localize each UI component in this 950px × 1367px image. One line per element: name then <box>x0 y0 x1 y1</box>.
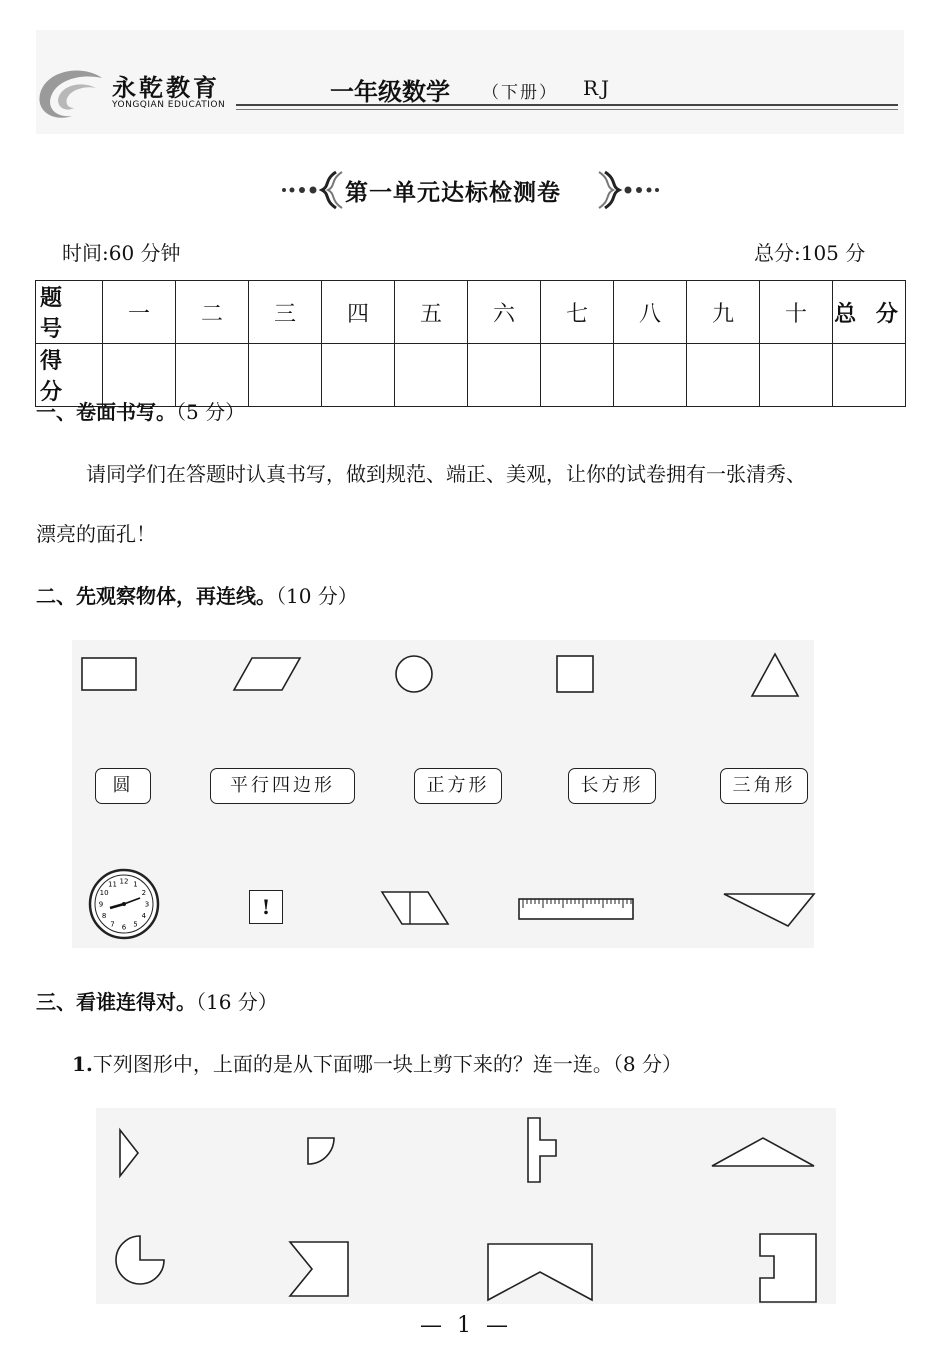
score-cell[interactable] <box>322 344 395 407</box>
score-cell[interactable] <box>541 344 614 407</box>
board-rectangle-with-v-notch-icon[interactable] <box>486 1242 594 1302</box>
score-cell[interactable] <box>687 344 760 407</box>
label-triangle[interactable]: 三角形 <box>720 768 808 804</box>
score-cell[interactable] <box>249 344 322 407</box>
question-1 <box>72 1048 682 1077</box>
tangram-parallelogram-icon[interactable] <box>380 890 450 926</box>
col-8: 八 <box>614 281 687 344</box>
header-rule-thin <box>236 109 898 110</box>
board-rectangle-with-step-notch-icon[interactable] <box>758 1232 818 1304</box>
col-6: 六 <box>468 281 541 344</box>
clock-numeral: 10 <box>99 889 109 897</box>
logo-swirl-icon <box>32 64 112 124</box>
section-2-heading <box>36 580 358 609</box>
label-circle[interactable]: 圆 <box>95 768 151 804</box>
section-2-title: 二、先观察物体，再连线。 <box>36 584 276 608</box>
score-cell[interactable] <box>395 344 468 407</box>
book-title: 一年级数学 <box>330 78 450 106</box>
col-10: 十 <box>760 281 833 344</box>
test-total-score: 总分:105 分 <box>754 241 866 265</box>
question-1-number: 1. <box>72 1052 93 1076</box>
col-7: 七 <box>541 281 614 344</box>
section-3-points: （16 分） <box>196 990 278 1014</box>
col-2: 二 <box>176 281 249 344</box>
row-header-score: 得 分 <box>36 344 103 407</box>
ruler-icon[interactable] <box>518 898 634 920</box>
board-circle-with-notch-icon[interactable] <box>112 1232 168 1288</box>
col-3: 三 <box>249 281 322 344</box>
section-3-title: 三、看谁连得对。 <box>36 990 196 1014</box>
logo-name: 永乾教育 <box>112 73 220 102</box>
question-1-text: 下列图形中，上面的是从下面哪一块上剪下来的？连一连。（8 分） <box>92 1052 682 1076</box>
cut-piece-wide-triangle-icon[interactable] <box>710 1136 816 1168</box>
label-parallelogram[interactable]: 平行四边形 <box>210 768 355 804</box>
col-9: 九 <box>687 281 760 344</box>
header-rule <box>236 104 898 106</box>
rectangle-shape-icon[interactable] <box>80 656 138 692</box>
page-number: — 1 — <box>420 1313 512 1338</box>
clock-numeral: 5 <box>133 920 138 929</box>
score-cell[interactable] <box>468 344 541 407</box>
clock-numeral: 2 <box>141 889 147 897</box>
board-square-with-triangle-notch-icon[interactable] <box>288 1240 350 1298</box>
cut-piece-triangle-icon[interactable] <box>118 1128 140 1178</box>
parallelogram-shape-icon[interactable] <box>232 656 302 692</box>
score-cell[interactable] <box>760 344 833 407</box>
section-1-heading <box>36 396 245 425</box>
test-title: 第一单元达标检测卷 <box>345 180 561 206</box>
cut-piece-stepped-shape-icon[interactable] <box>526 1116 560 1184</box>
section-1-text-line2: 漂亮的面孔！ <box>36 522 156 546</box>
clock-numeral: 4 <box>141 912 147 920</box>
clock-numeral: 7 <box>110 920 115 929</box>
row-header-question: 题 号 <box>36 281 103 344</box>
book-edition: RJ <box>583 76 613 100</box>
score-table <box>35 280 906 407</box>
triangle-shape-icon[interactable] <box>750 652 800 698</box>
set-square-triangle-icon[interactable] <box>722 890 816 928</box>
test-time: 时间:60 分钟 <box>62 241 181 265</box>
col-1: 一 <box>103 281 176 344</box>
book-volume: （下册） <box>482 83 558 103</box>
score-cell[interactable] <box>833 344 906 407</box>
clock-numeral: 6 <box>121 923 127 932</box>
col-total: 总 分 <box>833 281 906 344</box>
section-1-points: （5 分） <box>176 400 246 424</box>
col-4: 四 <box>322 281 395 344</box>
clock-numeral: 1 <box>133 880 138 889</box>
clock-numeral: 12 <box>119 877 129 886</box>
section-2-points: （10 分） <box>276 584 358 608</box>
circle-shape-icon[interactable] <box>394 654 434 694</box>
score-cell[interactable] <box>614 344 687 407</box>
clock-numeral: 3 <box>144 900 150 909</box>
col-5: 五 <box>395 281 468 344</box>
label-rectangle[interactable]: 长方形 <box>568 768 656 804</box>
clock-numeral: 9 <box>98 900 104 909</box>
warning-sign-square[interactable]: ! <box>249 890 283 924</box>
clock-icon[interactable] <box>88 868 160 940</box>
clock-numeral: 8 <box>101 912 107 920</box>
cut-piece-quarter-circle-icon[interactable] <box>306 1136 336 1166</box>
clock-numeral: 11 <box>108 880 117 889</box>
square-shape-icon[interactable] <box>555 654 595 694</box>
section-1-title: 一、卷面书写。 <box>36 400 176 424</box>
label-square[interactable]: 正方形 <box>414 768 502 804</box>
section-3-heading <box>36 986 278 1015</box>
score-table-header-row <box>36 281 906 344</box>
logo-english: YONGQIAN EDUCATION <box>112 100 226 110</box>
section-1-text-line1: 请同学们在答题时认真书写，做到规范、端正、美观，让你的试卷拥有一张清秀、 <box>86 462 806 486</box>
